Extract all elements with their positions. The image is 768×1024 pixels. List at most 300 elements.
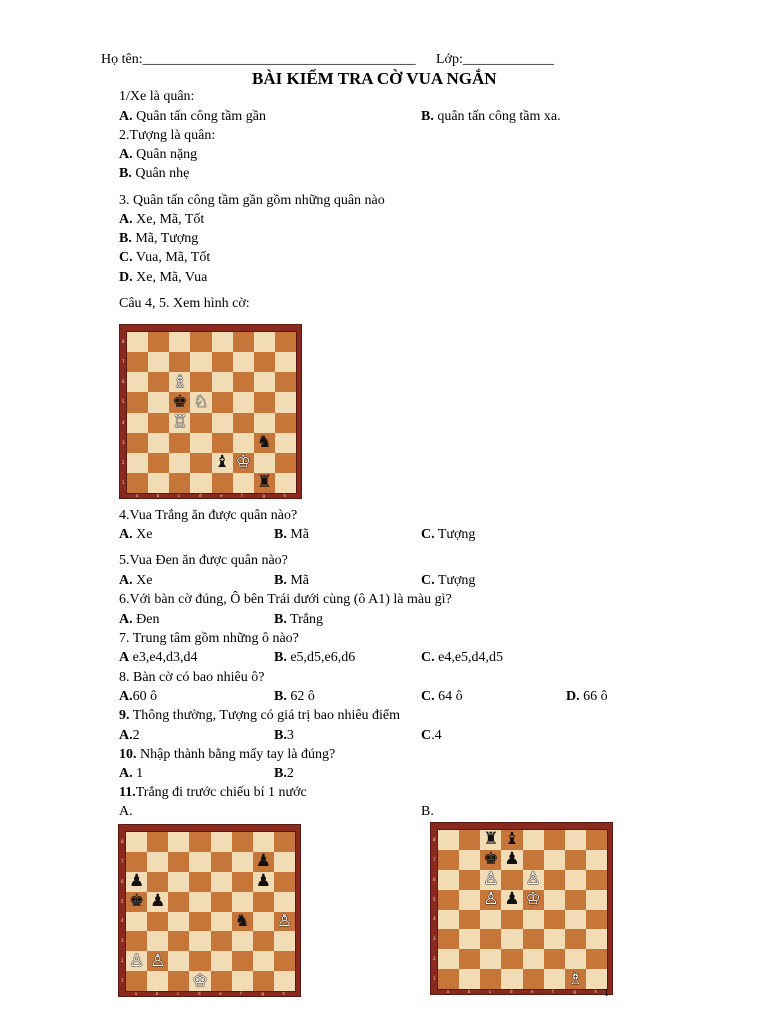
question-text: Nhập thành bằng mấy tay là đúng? [136,747,336,762]
q10-option-a [119,766,143,782]
board-square-d5 [189,892,210,912]
option-text: Mã [286,573,310,588]
option-text: 64 ô [434,689,463,704]
board-square-e1 [211,971,232,991]
file-label: b [156,493,160,498]
option-text: Quân nhẹ [131,166,190,181]
board-square-e6 [211,872,232,892]
board-square-a7 [127,352,148,372]
q5-option-a [119,573,152,589]
board-square-h5 [275,392,296,412]
board-square-d8 [190,332,211,352]
option-letter: B. [274,573,287,588]
rank-label: 7 [121,858,124,864]
file-label: g [262,493,265,498]
option-letter: B. [274,527,287,542]
board-square-b4 [148,413,169,433]
option-text: quân tấn công tầm xa. [433,109,561,124]
option-text: Xe [132,527,153,542]
board-square-c1 [169,473,190,493]
option-letter: B. [119,166,132,181]
option-text: Mã, Tượng [131,231,199,246]
board-square-e8 [212,332,233,352]
board-square-g8 [254,332,275,352]
black-pawn-icon: ♟ [255,871,271,892]
file-label: g [261,991,264,996]
board-square-d5 [501,890,522,910]
black-pawn-icon: ♟ [504,889,520,910]
board-square-c1 [168,971,189,991]
option-text: e5,d5,e6,d6 [286,650,356,665]
rank-label: 2 [433,956,436,962]
board-square-f1 [232,971,253,991]
file-label: c [177,493,181,498]
file-label: f [241,493,243,498]
file-label: f [552,989,554,994]
question-6: 6.Với bàn cờ đúng, Ô bên Trái dưới cùng (ô A1) là màu gì? [119,592,452,607]
board-square-d4 [501,910,522,930]
class-field-label: Lớp:_____________ [436,52,554,67]
option-letter: B. [274,689,287,704]
board-square-g2 [253,951,274,971]
board-b-label: B. [421,804,434,819]
board-square-c2 [169,453,190,473]
board-square-c7 [480,850,501,870]
option-text: Tượng [434,527,476,542]
board-square-b5 [148,392,169,412]
question-10 [119,747,335,763]
board-square-c5 [480,890,501,910]
board-square-c6 [168,872,189,892]
q9-option-a [119,728,140,744]
rank-label: 1 [433,976,436,982]
board-square-e1 [523,969,544,989]
white-king-icon: ♔ [235,452,251,473]
file-label: h [282,991,285,996]
board-square-g3 [253,931,274,951]
option-text: Vua, Mã, Tốt [132,250,211,265]
option-letter: C. [421,689,435,704]
option-letter: B. [274,650,287,665]
rank-label: 1 [122,479,125,485]
board-square-h1 [586,969,607,989]
board-square-b2 [147,951,168,971]
board-square-h1 [274,971,295,991]
board-square-g4 [565,910,586,930]
option-letter: C. [119,250,133,265]
board-square-g1 [565,969,586,989]
rank-label: 4 [122,419,125,425]
board-square-f6 [233,372,254,392]
option-text: 3 [286,728,294,743]
black-bishop-icon: ♝ [504,829,520,850]
board-square-f3 [233,433,254,453]
board-square-d6 [189,872,210,892]
q10-option-b [274,766,294,782]
board-square-b8 [147,832,168,852]
board-square-f7 [232,852,253,872]
white-king-icon: ♔ [192,970,208,991]
board-square-c6 [480,870,501,890]
chess-board-grid [126,331,297,494]
option-text: Xe, Mã, Tốt [132,212,205,227]
board-square-h8 [586,830,607,850]
option-letter: C. [421,527,435,542]
board-square-d4 [190,413,211,433]
board-square-f5 [232,892,253,912]
q1-option-b [421,109,561,125]
board-square-g6 [253,872,274,892]
question-text: Trắng đi trước chiếu bí 1 nước [135,785,307,800]
board-square-a3 [126,931,147,951]
rank-label: 5 [121,898,124,904]
board-square-f7 [233,352,254,372]
white-pawn-icon: ♙ [483,889,499,910]
option-letter: A. [119,573,133,588]
board-square-d1 [501,969,522,989]
board-square-e2 [523,949,544,969]
board-square-b7 [148,352,169,372]
board-square-e4 [212,413,233,433]
board-square-d4 [189,912,210,932]
q1-option-a [119,109,266,125]
option-text: Xe, Mã, Vua [132,270,208,285]
board-square-g8 [565,830,586,850]
q4-option-b [274,527,309,543]
board-square-d3 [189,931,210,951]
board-square-d6 [501,870,522,890]
option-text: Tượng [434,573,476,588]
white-pawn-icon: ♙ [150,950,166,971]
board-square-c2 [168,951,189,971]
file-label: a [135,493,139,498]
board-square-a1 [127,473,148,493]
board-square-g8 [253,832,274,852]
question-9 [119,708,400,724]
board-square-c8 [480,830,501,850]
board-square-d2 [501,949,522,969]
board-square-h7 [586,850,607,870]
board-square-h4 [275,413,296,433]
rank-label: 8 [122,339,125,345]
board-square-e6 [212,372,233,392]
file-label: h [283,493,286,498]
board-square-c6 [169,372,190,392]
board-square-e7 [212,352,233,372]
board-square-a8 [126,832,147,852]
board-square-g5 [254,392,275,412]
rank-label: 8 [433,836,436,842]
board-square-f2 [232,951,253,971]
question-4-5-intro: Câu 4, 5. Xem hình cờ: [119,296,250,311]
option-text: 62 ô [286,689,315,704]
rank-label: 3 [122,439,125,445]
board-square-g7 [565,850,586,870]
rank-label: 2 [121,958,124,964]
board-square-a3 [127,433,148,453]
file-label: e [219,991,222,996]
board-square-b4 [147,912,168,932]
board-square-h6 [274,872,295,892]
board-square-h8 [274,832,295,852]
board-square-c8 [169,332,190,352]
board-a-label: A. [119,804,133,819]
board-square-a8 [127,332,148,352]
board-square-a4 [127,413,148,433]
option-letter: B. [274,612,287,627]
question-8: 8. Bàn cờ có bao nhiêu ô? [119,670,265,685]
board-square-b1 [148,473,169,493]
board-square-b3 [147,931,168,951]
board-square-g5 [253,892,274,912]
board-square-e1 [212,473,233,493]
page-number: 1 [604,988,609,999]
board-square-c5 [169,392,190,412]
question-2: 2.Tượng là quân: [119,128,216,143]
option-letter: A. [119,147,133,162]
board-square-a2 [438,949,459,969]
option-letter: B. [119,231,132,246]
board-square-d3 [501,929,522,949]
option-letter: A. [119,109,133,124]
q7-option-a [119,650,198,666]
board-square-f5 [233,392,254,412]
chess-board-grid [125,831,296,992]
board-square-g5 [565,890,586,910]
question-4: 4.Vua Trắng ăn được quân nào? [119,508,298,523]
black-rook-icon: ♜ [483,829,499,850]
q7-option-b [274,650,355,666]
board-square-f4 [544,910,565,930]
board-square-h2 [274,951,295,971]
board-square-b2 [148,453,169,473]
chess-diagram-q11-a [118,824,301,997]
board-square-a8 [438,830,459,850]
board-square-b5 [459,890,480,910]
board-square-g1 [253,971,274,991]
file-label: b [467,989,471,994]
black-king-icon: ♚ [172,391,188,412]
black-rook-icon: ♜ [256,472,272,493]
board-square-h7 [275,352,296,372]
option-text: 60 ô [132,689,158,704]
board-square-g3 [565,929,586,949]
board-square-c8 [168,832,189,852]
option-text: 2 [286,766,294,781]
question-number: 11. [119,785,136,800]
board-square-d7 [501,850,522,870]
question-number: 10. [119,747,137,762]
option-text: Trắng [286,612,324,627]
board-square-e4 [211,912,232,932]
option-text: 1 [132,766,144,781]
q8-option-a [119,689,157,705]
white-pawn-icon: ♙ [525,869,541,890]
option-text: Quân nặng [132,147,198,162]
page-title: BÀI KIỂM TRA CỜ VUA NGẮN [252,69,497,88]
white-rook-icon: ♖ [172,412,188,433]
option-letter: A. [119,212,133,227]
question-1: 1/Xe là quân: [119,89,195,104]
board-square-b8 [459,830,480,850]
black-king-icon: ♚ [483,849,499,870]
file-label: c [488,989,492,994]
board-square-g2 [254,453,275,473]
file-label: c [176,991,180,996]
q9-option-b [274,728,294,744]
chess-diagram-q4-5 [119,324,302,499]
q3-option-a [119,212,204,228]
option-text: e3,e4,d3,d4 [129,650,198,665]
board-square-h8 [275,332,296,352]
board-square-d6 [190,372,211,392]
option-text: Quân tấn công tầm gần [132,109,266,124]
board-square-e7 [523,850,544,870]
board-square-b2 [459,949,480,969]
board-square-a5 [126,892,147,912]
option-letter: A. [119,612,133,627]
option-letter: A. [119,728,133,743]
question-text: Thông thường, Tượng có giá trị bao nhiêu điểm [129,708,401,723]
board-square-h5 [586,890,607,910]
chess-diagram-q11-b [430,822,613,995]
board-square-h4 [274,912,295,932]
board-square-e5 [211,892,232,912]
board-square-f3 [232,931,253,951]
board-square-a4 [438,910,459,930]
file-label: a [134,991,138,996]
white-pawn-icon: ♙ [276,910,293,931]
board-square-c4 [480,910,501,930]
board-square-h7 [274,852,295,872]
rank-label: 2 [122,459,125,465]
board-square-b1 [147,971,168,991]
board-square-f4 [232,912,253,932]
board-square-d8 [501,830,522,850]
rank-label: 8 [121,838,124,844]
board-square-f1 [544,969,565,989]
board-square-c3 [169,433,190,453]
rank-label: 6 [122,379,125,385]
option-text: e4,e5,d4,d5 [434,650,504,665]
board-square-g7 [254,352,275,372]
board-square-d2 [190,453,211,473]
option-letter: B. [274,728,287,743]
board-square-h3 [586,929,607,949]
board-square-g2 [565,949,586,969]
board-square-c2 [480,949,501,969]
board-square-f7 [544,850,565,870]
board-square-a2 [127,453,148,473]
board-square-a3 [438,929,459,949]
question-3: 3. Quân tấn công tầm gần gồm những quân nào [119,193,385,208]
board-square-f6 [544,870,565,890]
q3-option-b [119,231,198,247]
q8-option-c [421,689,463,705]
board-square-d2 [189,951,210,971]
option-text: 66 ô [579,689,608,704]
q3-option-c [119,250,210,266]
rank-label: 4 [121,918,124,924]
file-label: f [240,991,242,996]
black-pawn-icon: ♟ [150,891,166,912]
board-square-g1 [254,473,275,493]
board-square-e2 [212,453,233,473]
rank-label: 7 [122,359,125,365]
q5-option-b [274,573,309,589]
board-square-b7 [147,852,168,872]
file-label: d [197,991,201,996]
board-square-d1 [190,473,211,493]
board-square-h4 [586,910,607,930]
rank-label: 6 [121,878,124,884]
board-square-h5 [274,892,295,912]
rank-label: 3 [433,936,436,942]
board-square-b6 [459,870,480,890]
board-square-e6 [523,870,544,890]
board-square-g4 [253,912,274,932]
option-letter: C. [421,650,435,665]
rank-label: 4 [433,916,436,922]
option-letter: C. [421,573,435,588]
board-square-b1 [459,969,480,989]
board-square-f2 [233,453,254,473]
rank-label: 3 [121,938,124,944]
name-field-label: Họ tên:_______________________________________ [101,52,416,67]
board-square-g6 [254,372,275,392]
q6-option-a [119,612,159,628]
board-square-b5 [147,892,168,912]
board-square-a6 [126,872,147,892]
board-square-f4 [233,413,254,433]
board-square-h6 [586,870,607,890]
board-square-h1 [275,473,296,493]
board-square-h3 [275,433,296,453]
black-bishop-icon: ♝ [214,452,230,473]
board-square-d1 [189,971,210,991]
q9-option-c [421,728,442,744]
option-letter: C [421,728,432,743]
black-knight-icon: ♞ [256,432,272,453]
option-letter: A. [119,766,133,781]
board-square-d3 [190,433,211,453]
option-letter: D. [566,689,580,704]
black-pawn-icon: ♟ [504,849,520,870]
board-square-c3 [480,929,501,949]
board-square-e3 [212,433,233,453]
file-label: e [531,989,534,994]
white-pawn-icon: ♙ [483,869,499,890]
black-pawn-icon: ♟ [128,871,145,892]
board-square-f8 [232,832,253,852]
option-letter: D. [119,270,133,285]
option-text: 2 [132,728,140,743]
file-label: a [446,989,450,994]
white-bishop-icon: ♗ [567,968,583,989]
board-square-e7 [211,852,232,872]
board-square-c4 [169,413,190,433]
board-square-g7 [253,852,274,872]
board-square-h2 [275,453,296,473]
board-square-e8 [211,832,232,852]
board-square-a1 [438,969,459,989]
board-square-c4 [168,912,189,932]
q6-option-b [274,612,323,628]
file-label: d [198,493,202,498]
option-letter: A. [119,689,133,704]
board-square-a5 [438,890,459,910]
file-label: g [573,989,576,994]
